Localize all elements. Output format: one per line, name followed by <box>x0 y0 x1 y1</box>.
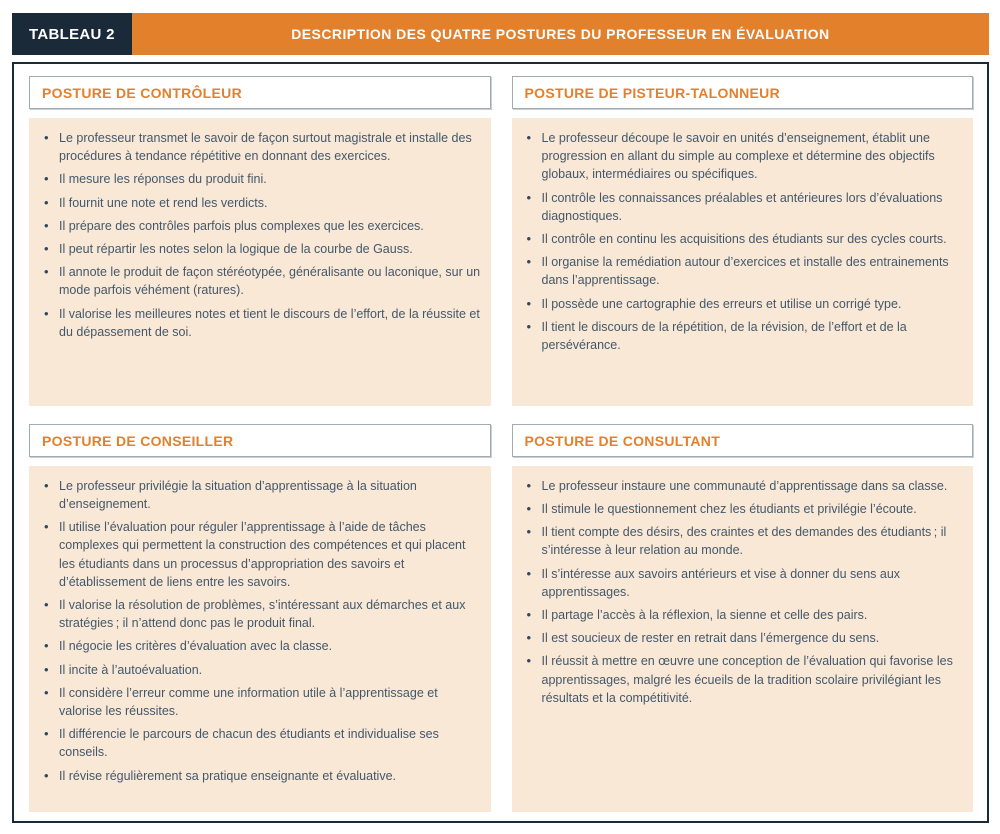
bullet-item: • Il valorise la résolution de problèmes, s’intéressant aux démarches et aux stratégies ; il n’attend donc pas le produit final. <box>41 596 481 632</box>
posture-conseiller-heading: POSTURE DE CONSEILLER <box>29 424 491 457</box>
posture-controleur-heading: POSTURE DE CONTRÔLEUR <box>29 76 491 109</box>
posture-controleur-list <box>41 129 481 341</box>
bullet-item: • Il utilise l’évaluation pour réguler l’apprentissage à l’aide de tâches complexes qui permettent la construction des compétences et qui placent les étudiants dans un processus d’appropriation des savoirs et d’établissement de liens entre les savoirs. <box>41 518 481 591</box>
bullet-item: • Il tient compte des désirs, des craintes et des demandes des étudiants ; il s’intéresse à leur relation au monde. <box>524 523 964 559</box>
bullet-item: • Il tient le discours de la répétition, de la révision, de l’effort et de la persévérance. <box>524 318 964 354</box>
bullet-item: • Il réussit à mettre en œuvre une conception de l’évaluation qui favorise les apprentissages, malgré les écueils de la tradition scolaire privilégiant les résultats et la compétitivité. <box>524 652 964 707</box>
bullet-item: • Il possède une cartographie des erreurs et utilise un corrigé type. <box>524 295 964 313</box>
posture-conseiller-list <box>41 477 481 785</box>
posture-pisteur-list <box>524 129 964 354</box>
quadrant-pisteur-talonneur <box>512 76 974 406</box>
bullet-item: • Il organise la remédiation autour d’exercices et installe des entrainements dans l’apprentissage. <box>524 253 964 289</box>
bullet-item: • Il différencie le parcours de chacun des étudiants et individualise ses conseils. <box>41 725 481 761</box>
table-header-band <box>12 13 989 55</box>
bullet-item: • Il valorise les meilleures notes et tient le discours de l’effort, de la réussite et du dépassement de soi. <box>41 305 481 341</box>
quadrant-conseiller <box>29 424 491 812</box>
posture-consultant-list <box>524 477 964 707</box>
bullet-item: • Il mesure les réponses du produit fini. <box>41 170 481 188</box>
posture-conseiller-panel <box>29 466 491 812</box>
bullet-item: • Il est soucieux de rester en retrait dans l’émergence du sens. <box>524 629 964 647</box>
posture-pisteur-panel <box>512 118 974 406</box>
bullet-item: • Il peut répartir les notes selon la logique de la courbe de Gauss. <box>41 240 481 258</box>
quadrant-consultant <box>512 424 974 812</box>
bullet-item: • Le professeur transmet le savoir de façon surtout magistrale et installe des procédures à tendance répétitive en donnant des exercices. <box>41 129 481 165</box>
bullet-item: • Il contrôle en continu les acquisitions des étudiants sur des cycles courts. <box>524 230 964 248</box>
bullet-item: • Le professeur instaure une communauté d’apprentissage dans sa classe. <box>524 477 964 495</box>
bullet-item: • Il négocie les critères d’évaluation avec la classe. <box>41 637 481 655</box>
bullet-item: • Il révise régulièrement sa pratique enseignante et évaluative. <box>41 767 481 785</box>
bullet-item: • Il annote le produit de façon stéréotypée, généralisante ou laconique, sur un mode parfois véhément (ratures). <box>41 263 481 299</box>
bullet-item: • Il prépare des contrôles parfois plus complexes que les exercices. <box>41 217 481 235</box>
table-number-label: TABLEAU 2 <box>12 13 132 55</box>
table-title: DESCRIPTION DES QUATRE POSTURES DU PROFESSEUR EN ÉVALUATION <box>132 13 989 55</box>
bullet-item: • Il stimule le questionnement chez les étudiants et privilégie l’écoute. <box>524 500 964 518</box>
quadrant-controleur <box>29 76 491 406</box>
bullet-item: • Le professeur découpe le savoir en unités d’enseignement, établit une progression en allant du simple au complexe et détermine des objectifs globaux, intermédiaires ou spécifiques. <box>524 129 964 184</box>
bullet-item: • Il fournit une note et rend les verdicts. <box>41 194 481 212</box>
bullet-item: • Il s’intéresse aux savoirs antérieurs et vise à donner du sens aux apprentissages. <box>524 565 964 601</box>
posture-controleur-panel <box>29 118 491 406</box>
bullet-item: • Il partage l’accès à la réflexion, la sienne et celle des pairs. <box>524 606 964 624</box>
postures-grid <box>12 62 989 823</box>
bullet-item: • Il considère l’erreur comme une information utile à l’apprentissage et valorise les réussites. <box>41 684 481 720</box>
bullet-item: • Le professeur privilégie la situation d’apprentissage à la situation d’enseignement. <box>41 477 481 513</box>
bullet-item: • Il contrôle les connaissances préalables et antérieures lors d’évaluations diagnostiques. <box>524 189 964 225</box>
posture-consultant-heading: POSTURE DE CONSULTANT <box>512 424 974 457</box>
posture-consultant-panel <box>512 466 974 812</box>
bullet-item: • Il incite à l’autoévaluation. <box>41 661 481 679</box>
posture-pisteur-heading: POSTURE DE PISTEUR-TALONNEUR <box>512 76 974 109</box>
